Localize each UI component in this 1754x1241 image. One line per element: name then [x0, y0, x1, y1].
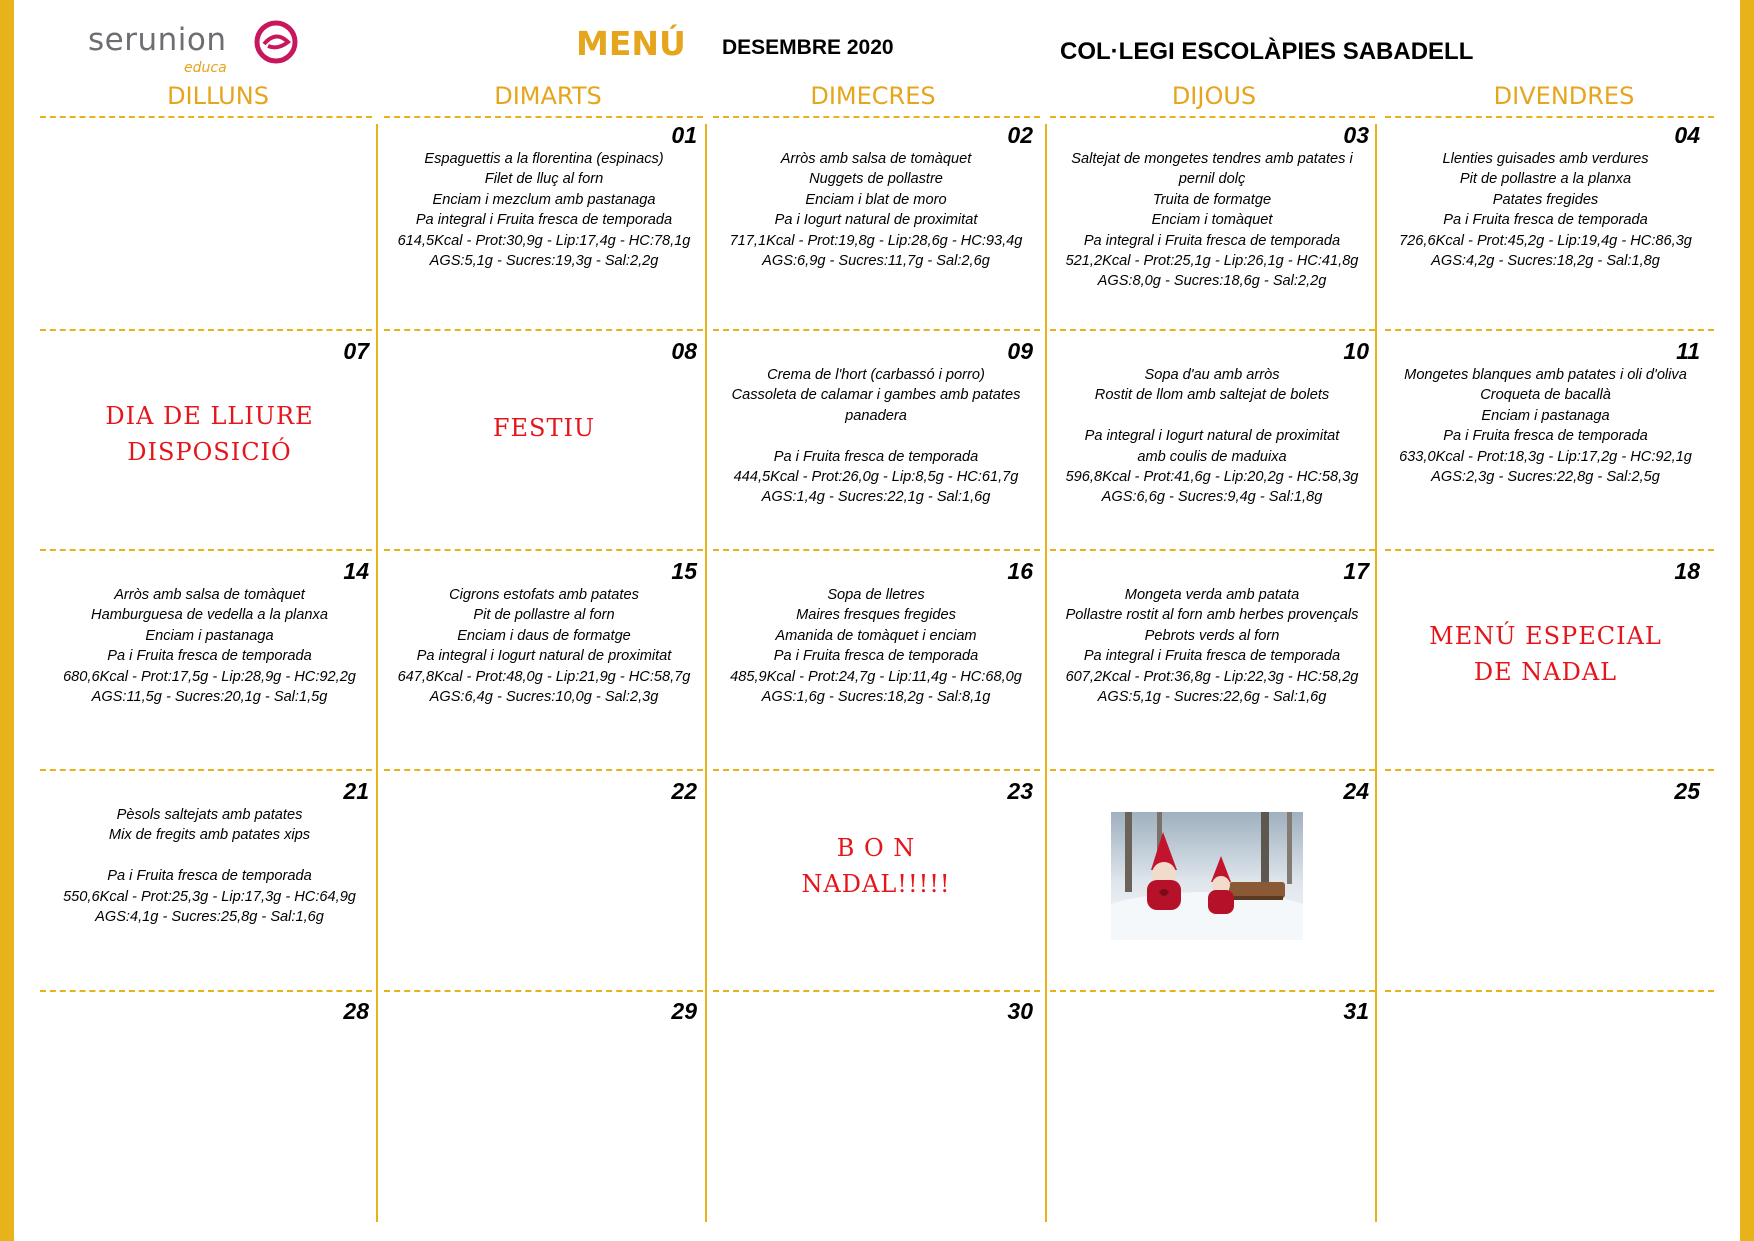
day-number: 04	[1674, 122, 1700, 148]
meal-line: Arròs amb salsa de tomàquet	[780, 151, 972, 167]
day-number: 30	[1007, 998, 1033, 1024]
meal-line: Enciam i tomàquet	[1151, 212, 1273, 229]
day-cell	[381, 114, 707, 330]
meal-line: Pa i Fruita fresca de temporada	[107, 868, 312, 885]
meal-line: AGS:11,5g - Sucres:20,1g - Sal:1,5g	[91, 689, 328, 706]
meal-line: 633,0Kcal - Prot:18,3g - Lip:17,2g - HC:92,1g	[1399, 448, 1692, 465]
special-day-note	[1381, 618, 1710, 690]
day-number: 09	[1007, 338, 1033, 364]
meal-line: Pa i Fruita fresca de temporada	[1443, 428, 1648, 445]
meal-line: AGS:8,0g - Sucres:18,6g - Sal:2,2g	[1097, 273, 1327, 290]
meal-line: Crema de l'hort (carbassó i porro)	[767, 367, 985, 383]
meal-line: Mix de fregits amb patates xips	[108, 827, 311, 844]
meal-line: Mongeta verda amb patata	[1124, 587, 1300, 603]
day-cell	[40, 770, 379, 990]
meal-line: Enciam i blat de moro	[805, 191, 947, 208]
meal-line: Llenties guisades amb verdures	[1442, 151, 1649, 167]
meal-line: Pit de pollastre al forn	[473, 607, 615, 624]
day-cell	[1045, 990, 1379, 1222]
day-cell	[709, 330, 1043, 550]
meal-line: Rostit de llom amb saltejat de bolets	[1094, 387, 1330, 404]
day-number: 10	[1343, 338, 1369, 364]
meal-description	[387, 149, 701, 271]
meal-line: 521,2Kcal - Prot:25,1g - Lip:26,1g - HC:41,8g	[1065, 253, 1359, 270]
day-number: 29	[671, 998, 697, 1024]
serunion-logo	[88, 18, 308, 76]
day-cell	[381, 330, 707, 550]
meal-line: 444,5Kcal - Prot:26,0g - Lip:8,5g - HC:61,7g	[733, 469, 1019, 486]
meal-line: Arròs amb salsa de tomàquet	[114, 587, 305, 603]
meal-description	[46, 805, 373, 927]
meal-line: Mongetes blanques amb patates i oli d'oliva	[1404, 367, 1687, 383]
meal-line: AGS:5,1g - Sucres:19,3g - Sal:2,2g	[429, 253, 659, 270]
special-note-line: B O N	[836, 834, 916, 862]
meal-description	[1051, 365, 1373, 508]
meal-line: AGS:4,2g - Sucres:18,2g - Sal:1,8g	[1431, 253, 1660, 270]
meal-line: Pollastre rostit al forn amb herbes provençals	[1065, 607, 1359, 624]
special-day-note	[381, 410, 707, 446]
meal-line: AGS:2,3g - Sucres:22,8g - Sal:2,5g	[1431, 469, 1660, 486]
day-cell	[709, 990, 1043, 1222]
meal-description	[1387, 365, 1704, 487]
meal-line	[715, 426, 1037, 446]
weekday-header-tuesday: DIMARTS	[494, 82, 602, 110]
logo-mark-icon	[254, 20, 298, 64]
left-border	[0, 0, 14, 1241]
day-cell	[381, 550, 707, 770]
meal-line: Pa integral i Fruita fresca de temporada	[1083, 232, 1341, 249]
meal-line: Enciam i daus de formatge	[457, 627, 631, 644]
meal-line: Pa integral i Iogurt natural de proximitat	[416, 648, 672, 665]
meal-line: Nuggets de pollastre	[809, 171, 943, 188]
meal-description	[1051, 585, 1373, 707]
day-cell	[381, 770, 707, 990]
special-day-note	[709, 830, 1043, 902]
day-cell	[709, 550, 1043, 770]
special-day-note	[40, 398, 379, 470]
special-note-line: DIA DE LLIURE	[105, 402, 314, 430]
meal-line: Sopa de lletres	[827, 587, 925, 603]
meal-line: Sopa d'au amb arròs	[1144, 367, 1280, 383]
day-number: 17	[1343, 558, 1369, 584]
day-cell	[1381, 550, 1710, 770]
meal-line: AGS:6,9g - Sucres:11,7g - Sal:2,6g	[762, 253, 990, 270]
meal-line: 596,8Kcal - Prot:41,6g - Lip:20,2g - HC:58,3g	[1065, 469, 1359, 486]
logo-text: serunion	[88, 22, 227, 58]
day-cell	[40, 550, 379, 770]
meal-line: Pa integral i Fruita fresca de temporada	[1083, 648, 1341, 665]
day-number: 11	[1676, 338, 1700, 364]
day-cell	[709, 770, 1043, 990]
day-cell	[1381, 330, 1710, 550]
meal-line	[1051, 406, 1373, 426]
day-number: 23	[1007, 778, 1033, 804]
meal-line: Patates fregides	[1492, 191, 1599, 208]
day-cell	[1381, 990, 1710, 1222]
meal-line: 550,6Kcal - Prot:25,3g - Lip:17,3g - HC:64,9g	[63, 888, 356, 905]
day-number: 03	[1343, 122, 1369, 148]
meal-line: Croqueta de bacallà	[1480, 387, 1611, 404]
day-number: 24	[1343, 778, 1369, 804]
day-cell	[40, 330, 379, 550]
meal-description	[1387, 149, 1704, 271]
meal-line: AGS:6,4g - Sucres:10,0g - Sal:2,3g	[429, 689, 659, 706]
day-cell	[1381, 770, 1710, 990]
meal-line: Maires fresques fregides	[796, 607, 956, 624]
day-number: 08	[671, 338, 697, 364]
meal-description	[715, 149, 1037, 271]
meal-line: Filet de lluç al forn	[484, 171, 604, 188]
day-cell	[709, 114, 1043, 330]
meal-line: 647,8Kcal - Prot:48,0g - Lip:21,9g - HC:58,7g	[397, 668, 691, 685]
meal-line: AGS:1,4g - Sucres:22,1g - Sal:1,6g	[761, 489, 991, 506]
meal-line: 614,5Kcal - Prot:30,9g - Lip:17,4g - HC:78,1g	[397, 232, 691, 249]
meal-description	[46, 585, 373, 707]
meal-description	[1051, 149, 1373, 292]
meal-line: Pa i Fruita fresca de temporada	[107, 648, 312, 665]
logo-sub-text: educa	[184, 60, 227, 76]
meal-line: 717,1Kcal - Prot:19,8g - Lip:28,6g - HC:93,4g	[729, 232, 1023, 249]
meal-line: AGS:1,6g - Sucres:18,2g - Sal:8,1g	[761, 689, 991, 706]
meal-line: Pit de pollastre a la planxa	[1459, 171, 1632, 188]
menu-title: MENÚ	[576, 24, 686, 63]
meal-line: Pebrots verds al forn	[1144, 627, 1280, 644]
right-border	[1740, 0, 1754, 1241]
meal-line: Pa i Fruita fresca de temporada	[773, 648, 979, 665]
meal-line: Cigrons estofats amb patates	[449, 587, 639, 603]
meal-line: amb coulis de maduixa	[1137, 448, 1287, 465]
day-cell	[40, 114, 379, 330]
month-title: DESEMBRE 2020	[722, 36, 894, 59]
day-cell	[1045, 114, 1379, 330]
meal-line: Hamburguesa de vedella a la planxa	[91, 607, 328, 624]
special-note-line: NADAL!!!!!	[801, 870, 951, 898]
meal-description	[715, 585, 1037, 707]
day-cell	[40, 990, 379, 1222]
meal-line: 680,6Kcal - Prot:17,5g - Lip:28,9g - HC:92,2g	[63, 668, 356, 685]
day-number: 14	[343, 558, 369, 584]
day-cell	[1381, 114, 1710, 330]
day-number: 15	[671, 558, 697, 584]
special-note-line: DE NADAL	[1473, 658, 1618, 686]
day-cell	[381, 990, 707, 1222]
meal-line: AGS:6,6g - Sucres:9,4g - Sal:1,8g	[1101, 489, 1323, 506]
meal-line: Pa integral i Iogurt natural de proximitat	[1084, 428, 1340, 445]
day-number: 31	[1343, 998, 1369, 1024]
day-number: 01	[671, 122, 697, 148]
meal-line: 607,2Kcal - Prot:36,8g - Lip:22,3g - HC:58,2g	[1065, 668, 1359, 685]
meal-line	[46, 846, 373, 866]
meal-line: 485,9Kcal - Prot:24,7g - Lip:11,4g - HC:68,0g	[730, 668, 1022, 685]
meal-line: pernil dolç	[1178, 171, 1246, 188]
special-note-line: MENÚ ESPECIAL	[1429, 622, 1662, 650]
day-cell	[1045, 770, 1379, 990]
day-number: 28	[343, 998, 369, 1024]
meal-line: AGS:4,1g - Sucres:25,8g - Sal:1,6g	[95, 909, 324, 926]
weekday-header-wednesday: DIMECRES	[810, 82, 936, 110]
meal-description	[715, 365, 1037, 508]
meal-description	[387, 585, 701, 707]
meal-line: Truita de formatge	[1152, 191, 1272, 208]
day-number: 07	[343, 338, 369, 364]
day-number: 21	[343, 778, 369, 804]
meal-line: Enciam i mezclum amb pastanaga	[432, 191, 656, 208]
meal-line: Pa i Fruita fresca de temporada	[1443, 212, 1648, 229]
meal-line: Espaguettis a la florentina (espinacs)	[424, 151, 664, 167]
day-cell	[1045, 550, 1379, 770]
special-note-line: DISPOSICIÓ	[127, 438, 292, 466]
meal-line: AGS:5,1g - Sucres:22,6g - Sal:1,6g	[1097, 689, 1327, 706]
day-number: 16	[1007, 558, 1033, 584]
meal-line: Cassoleta de calamar i gambes amb patates	[731, 387, 1021, 404]
meal-line: panadera	[845, 407, 907, 424]
meal-line: Enciam i pastanaga	[145, 627, 274, 644]
meal-line: Pa integral i Fruita fresca de temporada	[415, 212, 673, 229]
meal-line: Pa i Fruita fresca de temporada	[773, 448, 979, 465]
meal-line: Pèsols saltejats amb patates	[116, 807, 303, 823]
weekday-header-thursday: DIJOUS	[1171, 82, 1257, 110]
special-note-line: FESTIU	[492, 414, 596, 442]
meal-line: Enciam i pastanaga	[1481, 407, 1610, 424]
school-title: COL·LEGI ESCOLÀPIES SABADELL	[1060, 38, 1474, 65]
day-cell	[1045, 330, 1379, 550]
meal-line: Amanida de tomàquet i enciam	[775, 627, 977, 644]
weekday-header-friday: DIVENDRES	[1493, 82, 1635, 110]
day-number: 22	[671, 778, 697, 804]
day-number: 25	[1674, 778, 1700, 804]
weekday-header-monday: DILLUNS	[167, 82, 269, 110]
meal-line: Saltejat de mongetes tendres amb patates i	[1071, 151, 1353, 167]
day-number: 02	[1007, 122, 1033, 148]
day-number: 18	[1674, 558, 1700, 584]
meal-line: Pa i Iogurt natural de proximitat	[774, 212, 978, 229]
christmas-gnomes-photo	[1111, 812, 1303, 940]
meal-line: 726,6Kcal - Prot:45,2g - Lip:19,4g - HC:86,3g	[1399, 232, 1692, 249]
